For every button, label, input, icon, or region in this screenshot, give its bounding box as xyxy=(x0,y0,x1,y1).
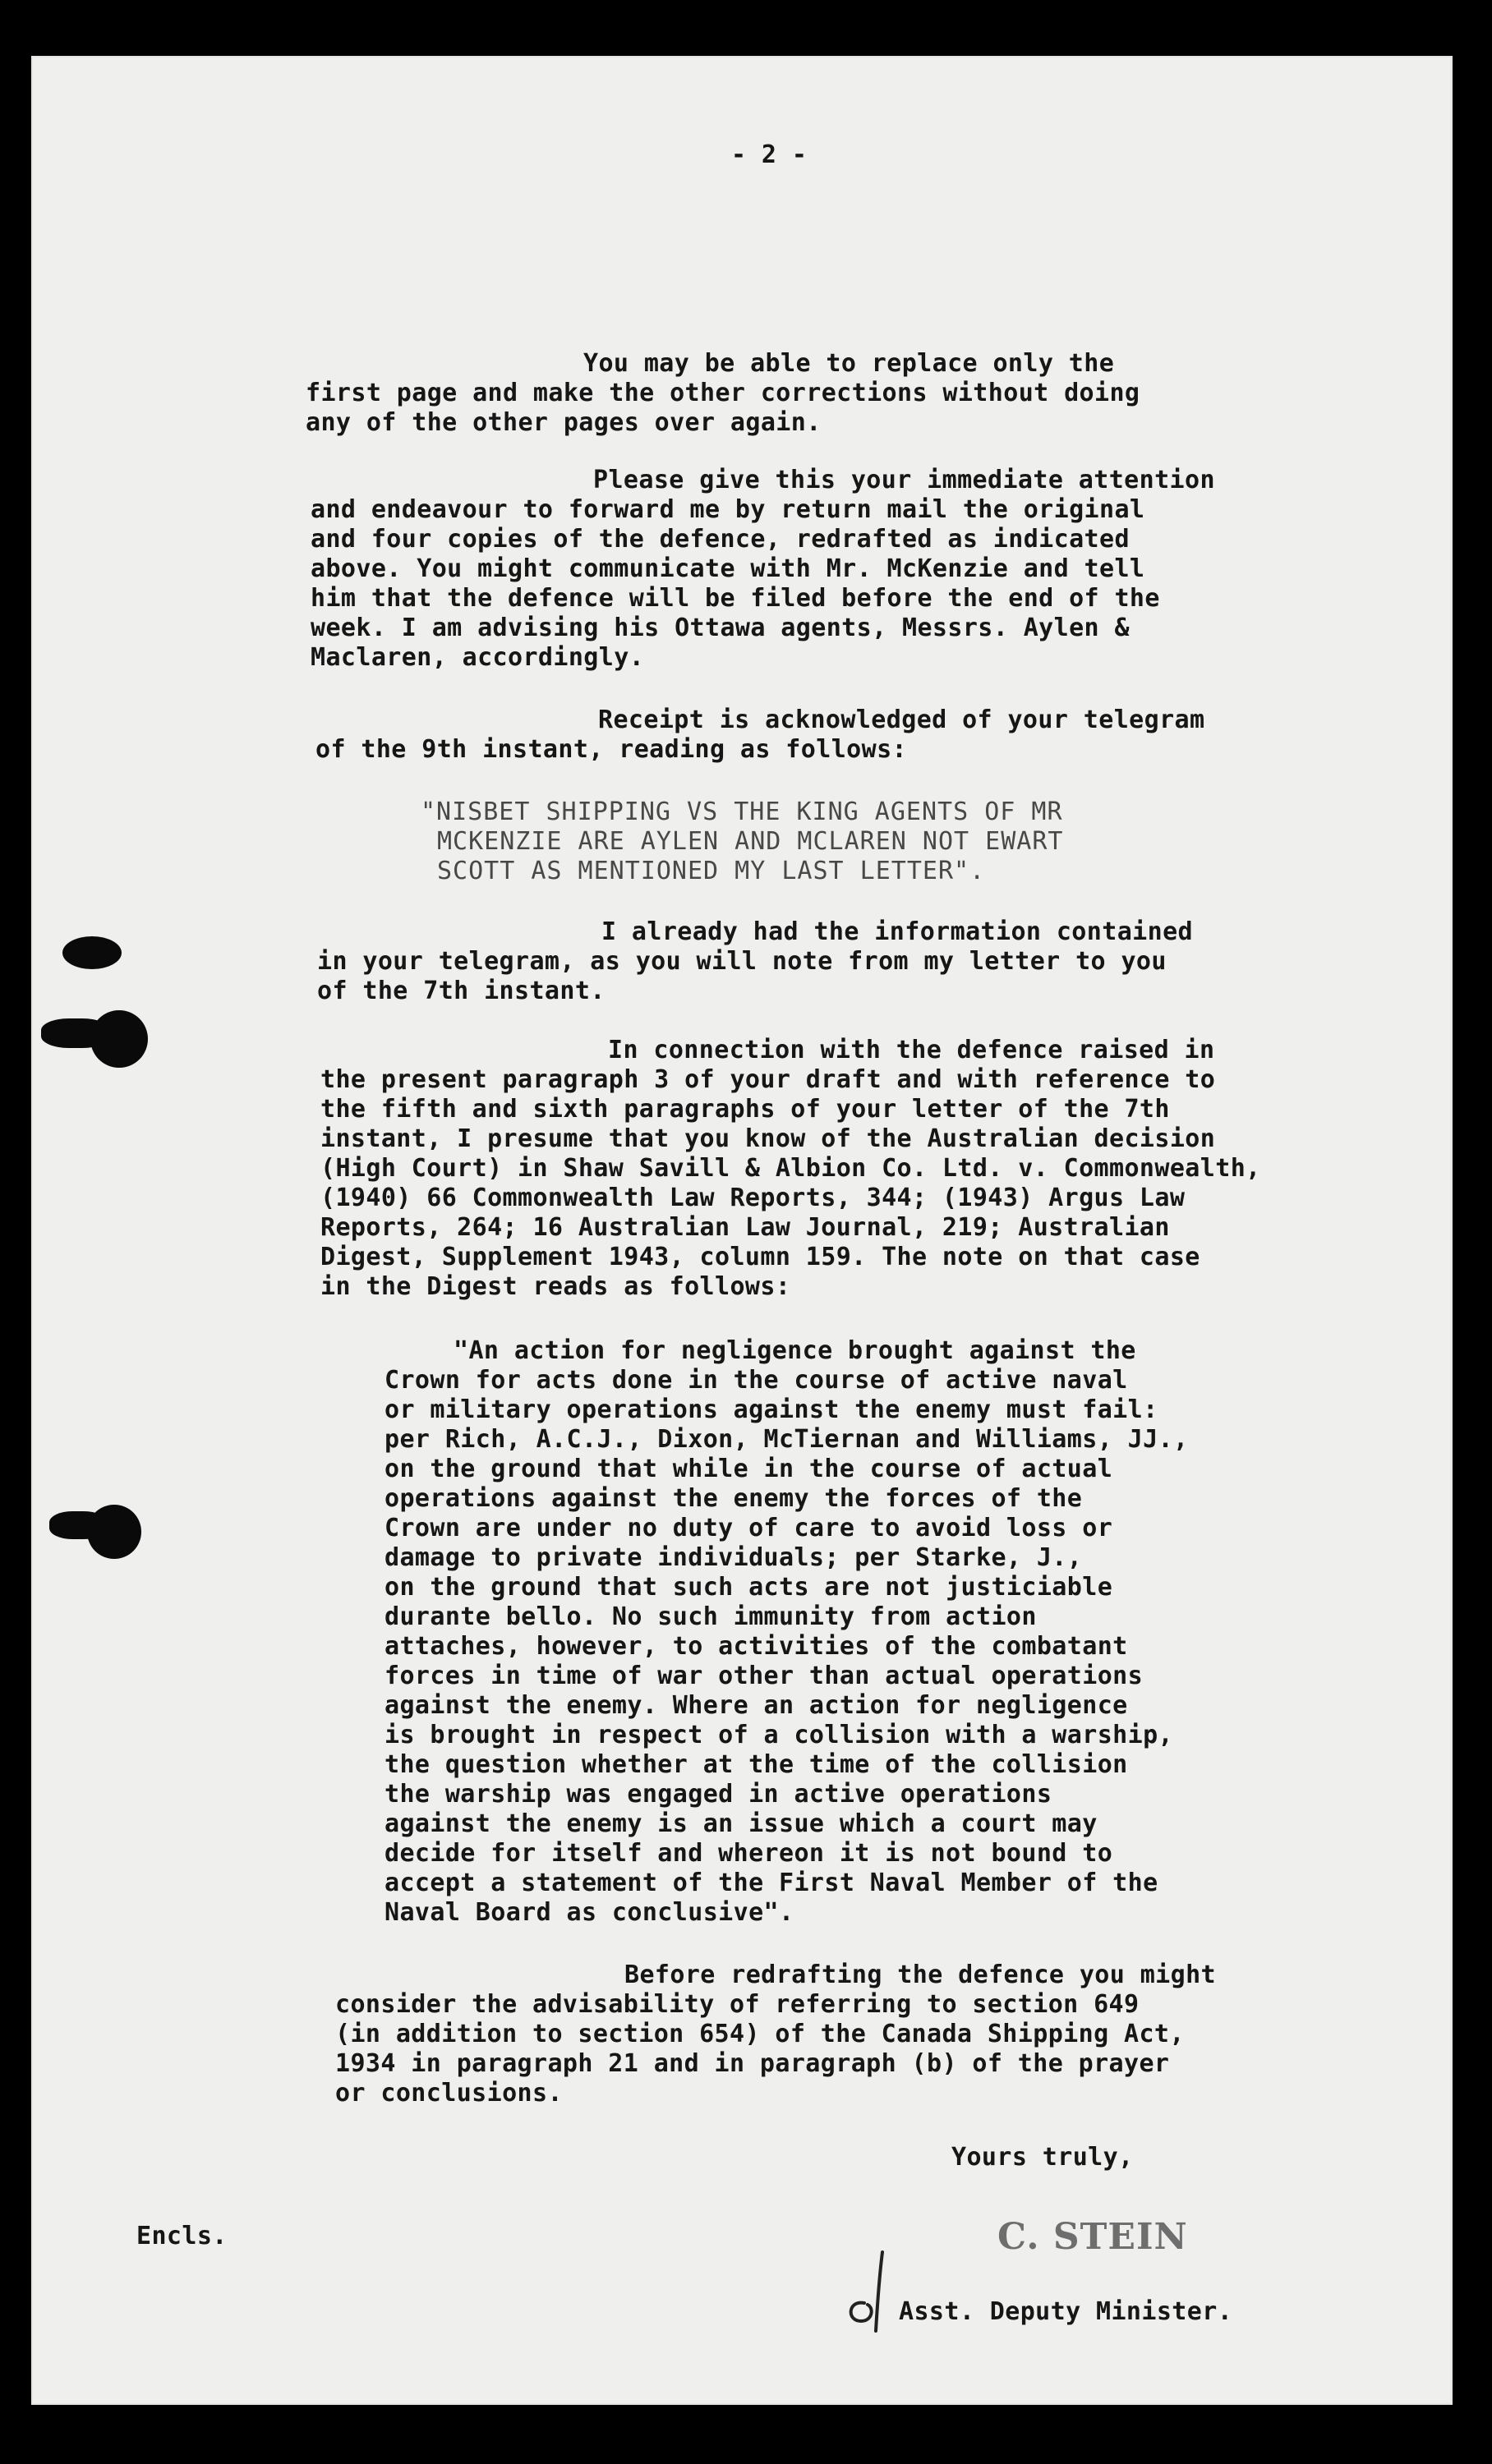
paragraph-6-line: 1934 in paragraph 21 and in paragraph (b) of the prayer xyxy=(335,2049,1170,2078)
digest-quote-line: against the enemy. Where an action for negligence xyxy=(385,1691,1128,1720)
paragraph-4-line: in your telegram, as you will note from my letter to you xyxy=(317,947,1167,976)
closing-salutation: Yours truly, xyxy=(951,2143,1134,2172)
paragraph-1-line: You may be able to replace only the xyxy=(583,349,1115,378)
paragraph-5-line: (High Court) in Shaw Savill & Albion Co. Ltd. v. Commonwealth, xyxy=(320,1154,1261,1183)
paragraph-4-line: I already had the information contained xyxy=(601,917,1193,946)
paragraph-3-line: of the 9th instant, reading as follows: xyxy=(315,735,907,764)
page-number: - 2 - xyxy=(731,140,808,169)
telegram-quote-line: MCKENZIE ARE AYLEN AND MCLAREN NOT EWART xyxy=(437,827,1064,856)
paragraph-3-line: Receipt is acknowledged of your telegram xyxy=(598,706,1205,734)
digest-quote-line: attaches, however, to activities of the combatant xyxy=(385,1632,1128,1661)
enclosures-note: Encls. xyxy=(136,2222,228,2250)
digest-quote-line: Naval Board as conclusive". xyxy=(385,1898,794,1927)
paragraph-2-line: above. You might communicate with Mr. McKenzie and tell xyxy=(311,554,1145,583)
telegram-quote-line: SCOTT AS MENTIONED MY LAST LETTER". xyxy=(437,857,986,885)
digest-quote-line: is brought in respect of a collision with a warship, xyxy=(385,1721,1173,1749)
digest-quote-line: operations against the enemy the forces of the xyxy=(385,1484,1083,1513)
binder-hole xyxy=(41,1018,110,1048)
digest-quote-line: on the ground that such acts are not justiciable xyxy=(385,1573,1113,1602)
digest-quote-line: durante bello. No such immunity from action xyxy=(385,1602,1037,1631)
paragraph-6-line: or conclusions. xyxy=(335,2079,563,2108)
paragraph-2-line: him that the defence will be filed before the end of the xyxy=(311,584,1160,613)
paragraph-5-line: instant, I presume that you know of the Australian decision xyxy=(320,1124,1216,1153)
paragraph-2-line: Maclaren, accordingly. xyxy=(311,643,645,672)
digest-quote-line: Crown are under no duty of care to avoid loss or xyxy=(385,1514,1113,1542)
paragraph-5-line: the fifth and sixth paragraphs of your letter of the 7th xyxy=(320,1095,1170,1124)
digest-quote-line: against the enemy is an issue which a court may xyxy=(385,1809,1098,1838)
paragraph-4-line: of the 7th instant. xyxy=(317,977,606,1005)
binder-hole xyxy=(62,936,122,969)
signature-stamp: C. STEIN xyxy=(997,2216,1188,2258)
paragraph-1-line: any of the other pages over again. xyxy=(306,408,822,437)
paragraph-5-line: (1940) 66 Commonwealth Law Reports, 344; (1943) Argus Law xyxy=(320,1184,1186,1212)
paragraph-5-line: Digest, Supplement 1943, column 159. The note on that case xyxy=(320,1243,1200,1271)
paragraph-2-line: Please give this your immediate attention xyxy=(593,466,1215,494)
digest-quote-line: on the ground that while in the course of actual xyxy=(385,1455,1113,1483)
digest-quote-line: or military operations against the enemy must fail: xyxy=(385,1395,1158,1424)
digest-quote-line: the question whether at the time of the collision xyxy=(385,1750,1128,1779)
digest-quote-line: decide for itself and whereon it is not bound to xyxy=(385,1839,1113,1868)
paragraph-1-line: first page and make the other corrections without doing xyxy=(306,379,1140,407)
telegram-quote-line: "NISBET SHIPPING VS THE KING AGENTS OF MR xyxy=(421,798,1063,826)
paragraph-5-line: in the Digest reads as follows: xyxy=(320,1272,791,1301)
paragraph-5-line: Reports, 264; 16 Australian Law Journal, 219; Australian xyxy=(320,1213,1170,1242)
letter-page xyxy=(31,56,1453,2405)
signatory-title: Asst. Deputy Minister. xyxy=(899,2297,1233,2326)
paragraph-2-line: and four copies of the defence, redrafted as indicated xyxy=(311,525,1130,554)
paragraph-5-line: the present paragraph 3 of your draft and with reference to xyxy=(320,1065,1216,1094)
paragraph-6-line: consider the advisability of referring to section 649 xyxy=(335,1990,1140,2019)
binder-hole xyxy=(49,1511,107,1539)
digest-quote-line: the warship was engaged in active operations xyxy=(385,1780,1052,1809)
digest-quote-line: per Rich, A.C.J., Dixon, McTiernan and Williams, JJ., xyxy=(385,1425,1189,1454)
digest-quote-line: accept a statement of the First Naval Member of the xyxy=(385,1869,1158,1897)
digest-quote-line: Crown for acts done in the course of active naval xyxy=(385,1366,1128,1395)
digest-quote-line: forces in time of war other than actual operations xyxy=(385,1662,1144,1690)
paragraph-5-line: In connection with the defence raised in xyxy=(608,1036,1215,1064)
paragraph-6-line: (in addition to section 654) of the Canada Shipping Act, xyxy=(335,2020,1185,2048)
digest-quote-line: damage to private individuals; per Starke, J., xyxy=(385,1543,1083,1572)
digest-quote-line: "An action for negligence brought against the xyxy=(454,1336,1136,1365)
paragraph-2-line: and endeavour to forward me by return mail the original xyxy=(311,495,1145,524)
paragraph-6-line: Before redrafting the defence you might xyxy=(624,1961,1216,1989)
paragraph-2-line: week. I am advising his Ottawa agents, Messrs. Aylen & xyxy=(311,614,1130,642)
